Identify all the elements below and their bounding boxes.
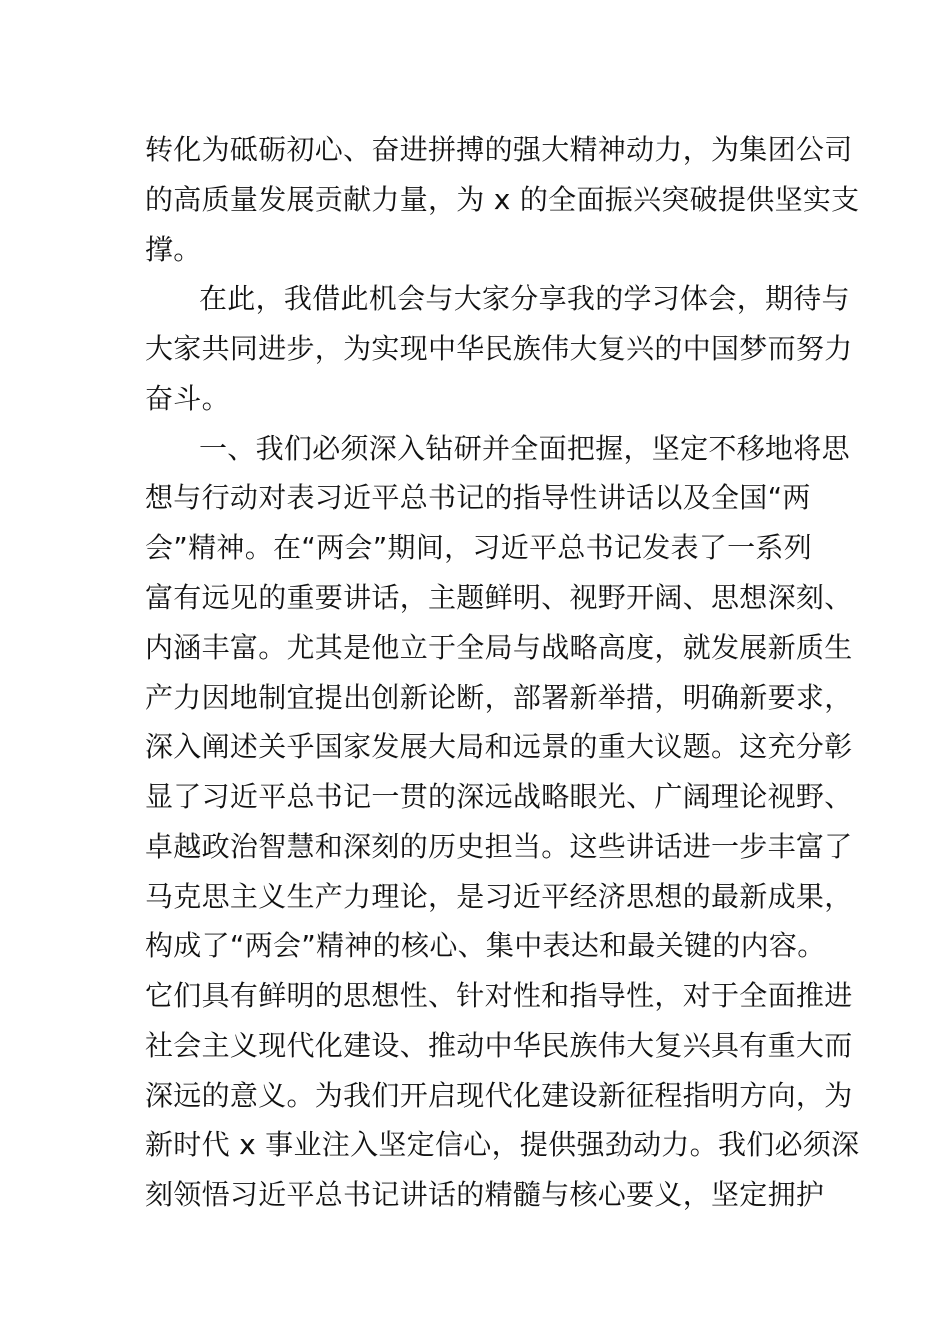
text-line: 会”精神。在“两会”期间，习近平总书记发表了一系列 (145, 531, 813, 564)
text-line: 想与行动对表习近平总书记的指导性讲话以及全国“两 (145, 481, 811, 514)
text-line: 刻领悟习近平总书记讲话的精髓与核心要义，坚定拥护 (145, 1178, 825, 1211)
text-line: 显了习近平总书记一贯的深远战略眼光、广阔理论视野、 (145, 780, 853, 813)
text-line: 内涵丰富。尤其是他立于全局与战略高度，就发展新质生 (145, 631, 853, 664)
text-line: 产力因地制宜提出创新论断，部署新举措，明确新要求， (145, 681, 853, 714)
text-line: 转化为砥砺初心、奋进拼搏的强大精神动力，为集团公司 (145, 133, 853, 166)
text-line: 它们具有鲜明的思想性、针对性和指导性，对于全面推进 (145, 979, 853, 1012)
paragraph-first-line: 在此，我借此机会与大家分享我的学习体会，期待与 (199, 282, 850, 315)
text-line: 富有远见的重要讲话，主题鲜明、视野开阔、思想深刻、 (145, 581, 853, 614)
text-line: 奋斗。 (145, 382, 230, 415)
text-line: 的高质量发展贡献力量，为 x 的全面振兴突破提供坚实支 (145, 183, 860, 216)
text-line: 深远的意义。为我们开启现代化建设新征程指明方向，为 (145, 1079, 853, 1112)
paragraph-first-line: 一、我们必须深入钻研并全面把握，坚定不移地将思 (199, 432, 850, 465)
text-line: 撑。 (145, 233, 202, 266)
text-line: 大家共同进步，为实现中华民族伟大复兴的中国梦而努力 (145, 332, 853, 365)
text-line: 社会主义现代化建设、推动中华民族伟大复兴具有重大而 (145, 1029, 853, 1062)
text-line: 马克思主义生产力理论，是习近平经济思想的最新成果， (145, 880, 853, 913)
text-line: 构成了“两会”精神的核心、集中表达和最关键的内容。 (145, 929, 826, 962)
text-line: 新时代 x 事业注入坚定信心，提供强劲动力。我们必须深 (145, 1128, 860, 1161)
text-line: 卓越政治智慧和深刻的历史担当。这些讲话进一步丰富了 (145, 830, 853, 863)
text-line: 深入阐述关乎国家发展大局和远景的重大议题。这充分彰 (145, 730, 853, 763)
